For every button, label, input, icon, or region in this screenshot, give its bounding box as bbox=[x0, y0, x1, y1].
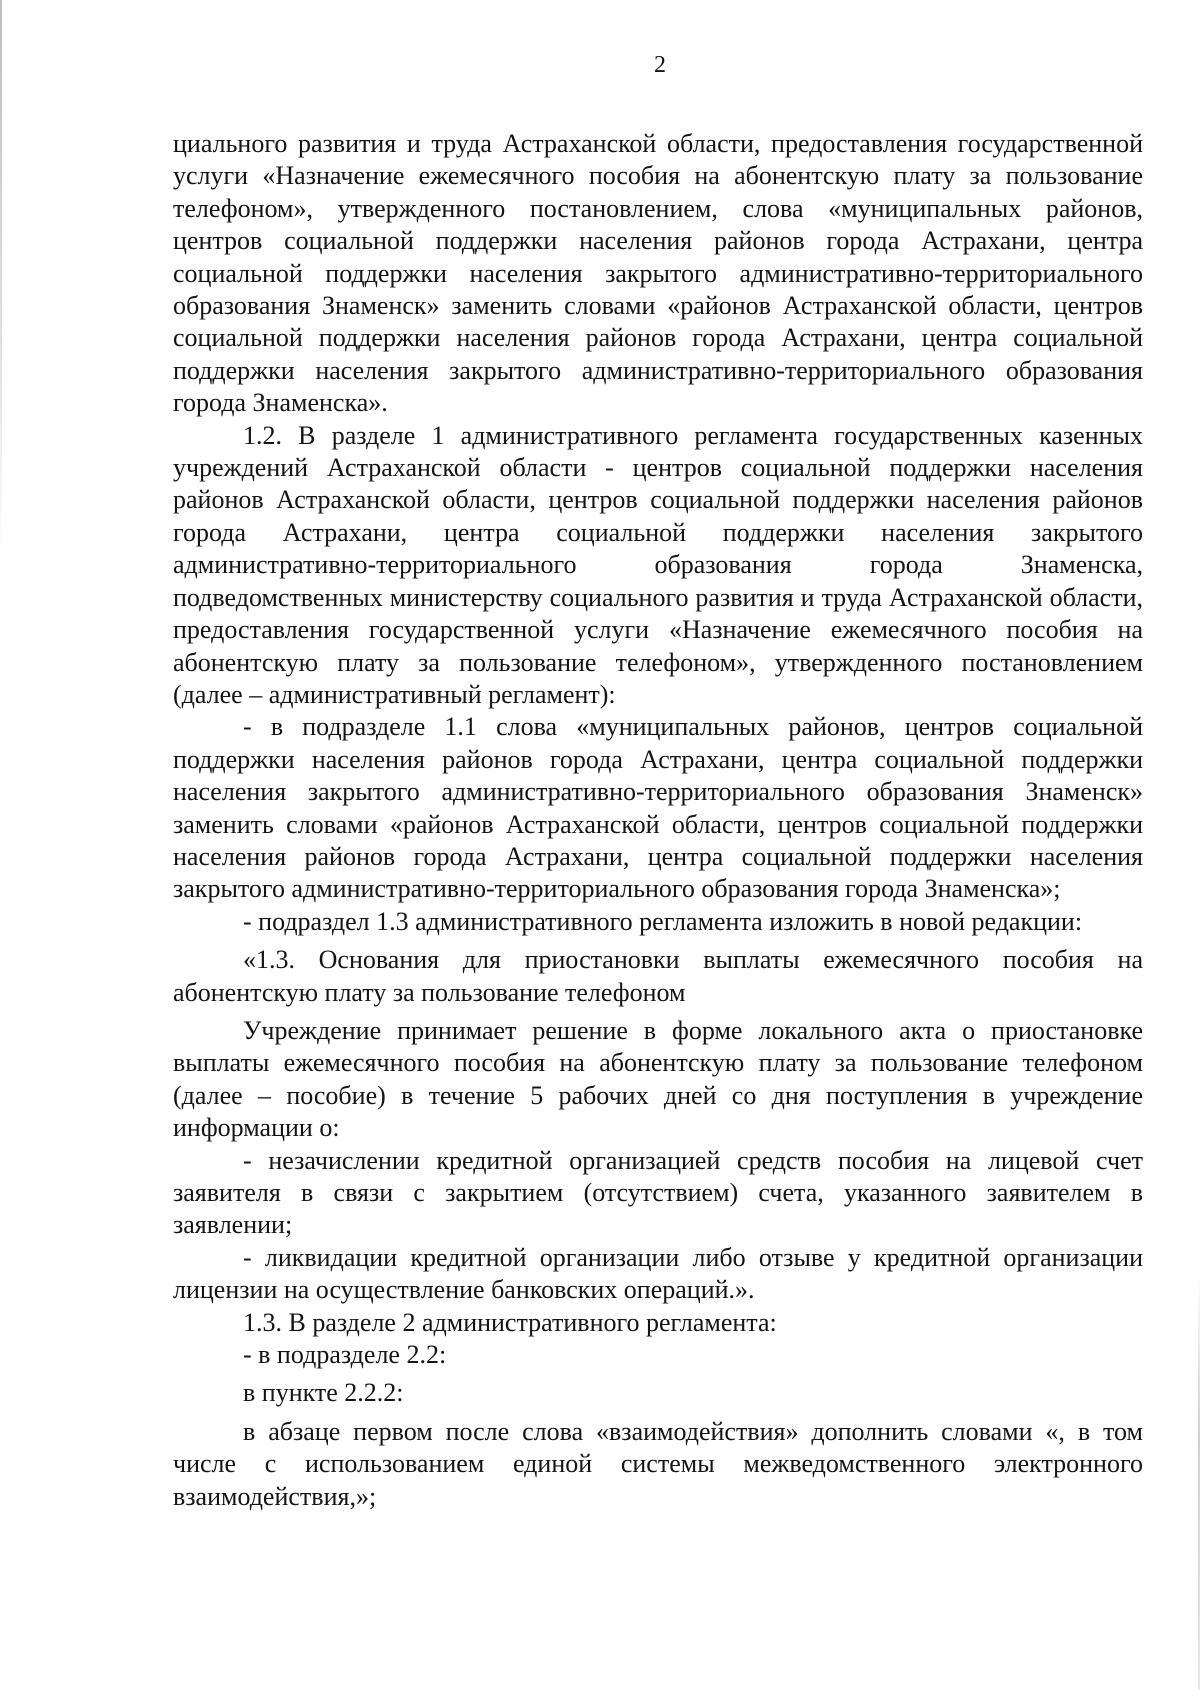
paragraph-subsection-2-2: - в подразделе 2.2: bbox=[243, 1340, 447, 1370]
paragraph-non-crediting: - незачислении кредитной организацией средств пособия на лицевой счет заявителя в связи с закрытием (отсутствием) счета, указанного заявителем в заявлении; bbox=[173, 1145, 1143, 1240]
paragraph-institution-decision: Учреждение принимает решение в форме локального акта о приостановке выплаты ежемесячного пособия на абонентскую плату за пользование телефоном (далее – пособие) в течение 5 рабочих дней со дня поступления в учреждение информации о: bbox=[173, 1015, 1143, 1143]
paragraph-item-2-2-2: в пункте 2.2.2: bbox=[243, 1378, 404, 1408]
page-number: 2 bbox=[654, 52, 666, 78]
scan-edge-left bbox=[0, 0, 2, 560]
paragraph-1-3-section-2: 1.3. В разделе 2 административного регламента: bbox=[243, 1307, 777, 1337]
page-number-container bbox=[60, 50, 1200, 80]
document-body bbox=[173, 128, 1143, 1513]
paragraph-1-2: 1.2. В разделе 1 административного регламента государственных казенных учреждений Астраханской области - центров социальной поддержки населения районов Астраханской области, центров социальной поддержки населения районов города Астрахани, центра социальной поддержки населения закрытого административно-территориального образования города Знаменска, подведомственных министерству социального развития и труда Астраханской области, предоставления государственной услуги «Назначение ежемесячного пособия на абонентскую плату за пользование телефоном», утвержденного постановлением (далее – административный регламент): bbox=[173, 420, 1143, 709]
paragraph-continuation: циального развития и труда Астраханской области, предоставления государственной услуги «Назначение ежемесячного пособия на абонентскую плату за пользование телефоном», утвержденного постановлением, слова «муниципальных районов, центров социальной поддержки населения районов города Астрахани, центра социальной поддержки населения закрытого административно-территориального образования Знаменск» заменить словами «районов Астраханской области, центров социальной поддержки населения районов города Астрахани, центра социальной поддержки населения закрытого административно-территориального образования города Знаменска». bbox=[173, 129, 1143, 418]
paragraph-subsection-1-1: - в подразделе 1.1 слова «муниципальных районов, центров социальной поддержки населения районов города Астрахани, центра социальной поддержки населения закрытого административно-территориального образования Знаменск» заменить словами «районов Астраханской области, центров социальной поддержки населения районов города Астрахани, центра социальной поддержки населения закрытого административно-территориального образования города Знаменска»; bbox=[173, 712, 1143, 904]
paragraph-first-abzac: в абзаце первом после слова «взаимодействия» дополнить словами «, в том числе с использованием единой системы межведомственного электронного взаимодействия,»; bbox=[173, 1416, 1143, 1511]
paragraph-grounds-heading: «1.3. Основания для приостановки выплаты ежемесячного пособия на абонентскую плату за пользование телефоном bbox=[173, 945, 1143, 1007]
paragraph-liquidation: - ликвидации кредитной организации либо отзыве у кредитной организации лицензии на осуществление банковских операций.». bbox=[173, 1242, 1143, 1305]
paragraph-subsection-1-3: - подраздел 1.3 административного регламента изложить в новой редакции: bbox=[243, 906, 1083, 936]
